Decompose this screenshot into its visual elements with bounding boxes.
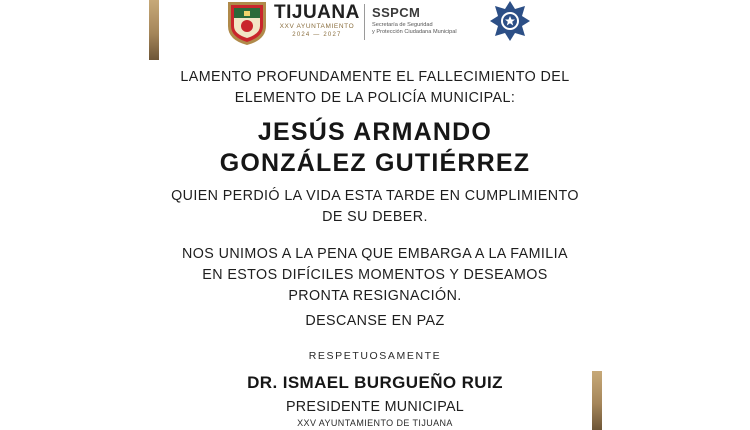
signer-name: DR. ISMAEL BURGUEÑO RUIZ — [247, 373, 503, 392]
name-line: JESÚS ARMANDO — [257, 118, 493, 146]
period: 2024 — 2027 — [292, 32, 342, 38]
logo-divider — [364, 4, 365, 40]
paragraph-line: DE SU DEBER. — [322, 209, 428, 225]
agency-title: SSPCM — [372, 5, 421, 20]
intro-line: ELEMENTO DE LA POLICÍA MUNICIPAL: — [234, 90, 516, 106]
rest-in-peace: DESCANSE EN PAZ — [305, 313, 445, 329]
council-label: XXV AYUNTAMIENTO — [279, 23, 355, 30]
tijuana-crest-icon — [224, 0, 270, 46]
agency-description-line1: Secretaría de Seguridad — [372, 22, 433, 28]
intro-text — [0, 67, 750, 109]
paragraph-line: QUIEN PERDIÓ LA VIDA ESTA TARDE EN CUMPLIMIENTO — [171, 188, 579, 204]
header-logos — [0, 0, 750, 50]
duty-paragraph — [0, 186, 750, 228]
condolence-paragraph — [0, 244, 750, 307]
signer-role: PRESIDENTE MUNICIPAL — [285, 399, 465, 415]
signer-council: XXV AYUNTAMIENTO DE TIJUANA — [297, 418, 453, 428]
tijuana-logo — [274, 3, 360, 39]
intro-line: LAMENTO PROFUNDAMENTE EL FALLECIMIENTO DEL — [180, 69, 570, 85]
name-line: GONZÁLEZ GUTIÉRREZ — [219, 149, 531, 177]
paragraph-line: EN ESTOS DIFÍCILES MOMENTOS Y DESEAMOS — [202, 267, 548, 283]
agency-description — [372, 22, 502, 35]
police-badge-icon — [486, 0, 534, 42]
paragraph-line: PRONTA RESIGNACIÓN. — [288, 288, 462, 304]
agency-description-line2: y Protección Ciudadana Municipal — [372, 28, 457, 35]
paragraph-line: NOS UNIMOS A LA PENA QUE EMBARGA A LA FAMILIA — [182, 246, 568, 262]
closing-salutation: RESPETUOSAMENTE — [308, 350, 442, 362]
city-title: TIJUANA — [274, 2, 360, 23]
sspcm-logo — [372, 5, 502, 35]
deceased-name — [0, 117, 750, 179]
